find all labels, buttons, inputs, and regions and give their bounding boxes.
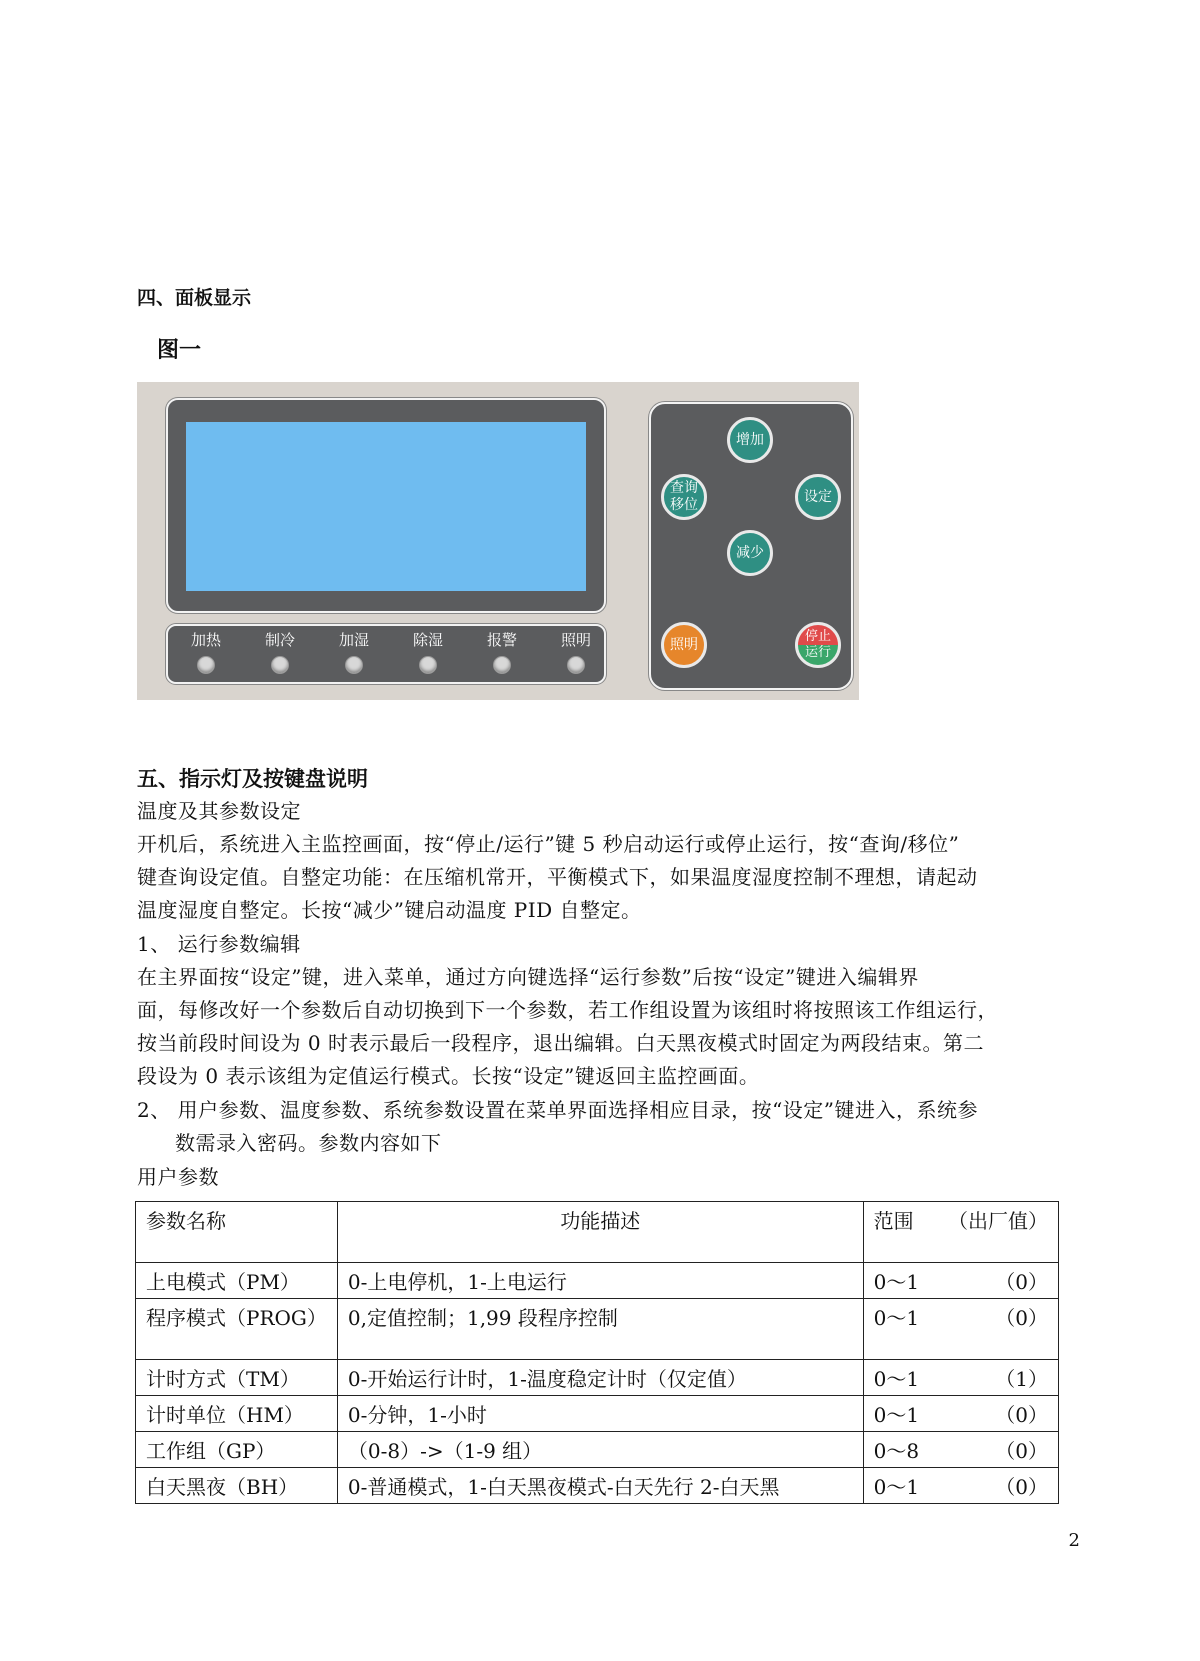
lcd-bezel [166, 398, 606, 613]
paragraph-line: 开机后，系统进入主监控画面，按“停止/运行”键 5 秒启动运行或停止运行，按“查询/移位” [137, 832, 960, 856]
default-value: （0） [995, 1475, 1048, 1499]
decrease-key: 减少 [727, 530, 773, 576]
range-value: 0～1 [873, 1270, 920, 1294]
led-dehumidify [398, 630, 458, 674]
header-cell: 功能描述 [337, 1202, 863, 1263]
param-range-cell [863, 1432, 1058, 1468]
led-heating [176, 630, 236, 674]
header-default: （出厂值） [948, 1209, 1048, 1233]
header-range: 范围 [873, 1209, 914, 1233]
param-name-cell: 白天黑夜（BH） [136, 1468, 338, 1504]
param-desc-cell: 0-开始运行计时，1-温度稳定计时（仅定值） [337, 1360, 863, 1396]
table-header-row [136, 1202, 1059, 1263]
paragraph-line: 温度及其参数设定 [137, 799, 301, 823]
figure-caption: 图一 [157, 338, 202, 363]
query-shift-key [661, 474, 707, 520]
key-label-line2: 运行 [804, 645, 831, 660]
stop-run-key [795, 622, 841, 668]
key-label-line1: 查询 [670, 480, 698, 496]
key-label-line1: 停止 [804, 629, 831, 644]
param-range-cell [863, 1468, 1058, 1504]
range-value: 0～8 [873, 1439, 920, 1463]
default-value: （0） [995, 1439, 1048, 1463]
key-label-line2: 移位 [670, 497, 698, 513]
param-desc-cell: 0-上电停机，1-上电运行 [337, 1263, 863, 1299]
param-range-cell [863, 1396, 1058, 1432]
paragraph-line: 键查询设定值。自整定功能：在压缩机常开，平衡模式下，如果温度湿度控制不理想，请起动 [137, 865, 978, 889]
range-value: 0～1 [873, 1306, 920, 1330]
led-label: 照明 [560, 631, 591, 649]
list-item-heading: 2、 用户参数、温度参数、系统参数设置在菜单界面选择相应目录，按“设定”键进入，系统参 [137, 1098, 979, 1122]
list-item-heading: 1、 运行参数编辑 [137, 932, 301, 956]
page-number: 2 [1068, 1530, 1080, 1551]
param-name-cell: 计时单位（HM） [136, 1396, 338, 1432]
set-key: 设定 [795, 474, 841, 520]
controller-panel-image [137, 382, 859, 700]
table-row [136, 1396, 1059, 1432]
table-row [136, 1468, 1059, 1504]
paragraph-line: 数需录入密码。参数内容如下 [175, 1131, 442, 1155]
param-range-cell [863, 1299, 1058, 1360]
led-indicator-icon [567, 656, 585, 674]
user-params-table [135, 1201, 1059, 1504]
param-name-cell: 计时方式（TM） [136, 1360, 338, 1396]
param-range-cell [863, 1360, 1058, 1396]
header-cell [863, 1202, 1058, 1263]
default-value: （0） [995, 1306, 1048, 1330]
param-name-cell: 程序模式（PROG） [136, 1299, 338, 1360]
default-value: （0） [995, 1270, 1048, 1294]
param-desc-cell: 0,定值控制；1,99 段程序控制 [337, 1299, 863, 1360]
table-row [136, 1360, 1059, 1396]
param-name-cell: 工作组（GP） [136, 1432, 338, 1468]
paragraph-line: 面，每修改好一个参数后自动切换到下一个参数，若工作组设置为该组时将按照该工作组运行， [137, 998, 998, 1022]
led-humidify [324, 630, 384, 674]
light-key: 照明 [661, 622, 707, 668]
param-desc-cell: （0-8）->（1-9 组） [337, 1432, 863, 1468]
table-row [136, 1432, 1059, 1468]
default-value: （1） [995, 1367, 1048, 1391]
led-label: 除湿 [412, 631, 443, 649]
param-name-cell: 上电模式（PM） [136, 1263, 338, 1299]
paragraph-line: 在主界面按“设定”键，进入菜单，通过方向键选择“运行参数”后按“设定”键进入编辑界 [137, 965, 919, 989]
header-cell: 参数名称 [136, 1202, 338, 1263]
param-desc-cell: 0-普通模式，1-白天黑夜模式-白天先行 2-白天黑 [337, 1468, 863, 1504]
paragraph-line: 段设为 0 表示该组为定值运行模式。长按“设定”键返回主监控画面。 [137, 1064, 760, 1088]
range-value: 0～1 [873, 1403, 920, 1427]
led-indicator-icon [493, 656, 511, 674]
table-row [136, 1299, 1059, 1360]
led-indicator-icon [419, 656, 437, 674]
led-indicator-icon [271, 656, 289, 674]
led-label: 加湿 [338, 631, 369, 649]
section-5-heading: 五、指示灯及按键盘说明 [137, 767, 368, 791]
param-range-cell [863, 1263, 1058, 1299]
keypad [649, 402, 853, 690]
param-desc-cell: 0-分钟，1-小时 [337, 1396, 863, 1432]
indicator-led-bar [166, 624, 606, 684]
led-lighting [546, 630, 606, 674]
increase-key: 增加 [727, 417, 773, 463]
led-cooling [250, 630, 310, 674]
led-label: 制冷 [264, 631, 295, 649]
range-value: 0～1 [873, 1367, 920, 1391]
section-4-heading: 四、面板显示 [137, 287, 252, 309]
lcd-screen [186, 422, 586, 591]
table-caption: 用户参数 [137, 1165, 219, 1189]
led-indicator-icon [345, 656, 363, 674]
led-label: 加热 [190, 631, 221, 649]
table-row [136, 1263, 1059, 1299]
default-value: （0） [995, 1403, 1048, 1427]
paragraph-line: 温度湿度自整定。长按“减少”键启动温度 PID 自整定。 [137, 898, 642, 922]
range-value: 0～1 [873, 1475, 920, 1499]
paragraph-line: 按当前段时间设为 0 时表示最后一段程序，退出编辑。白天黑夜模式时固定为两段结束。第二 [137, 1031, 984, 1055]
led-indicator-icon [197, 656, 215, 674]
led-alarm [472, 630, 532, 674]
led-label: 报警 [486, 631, 517, 649]
